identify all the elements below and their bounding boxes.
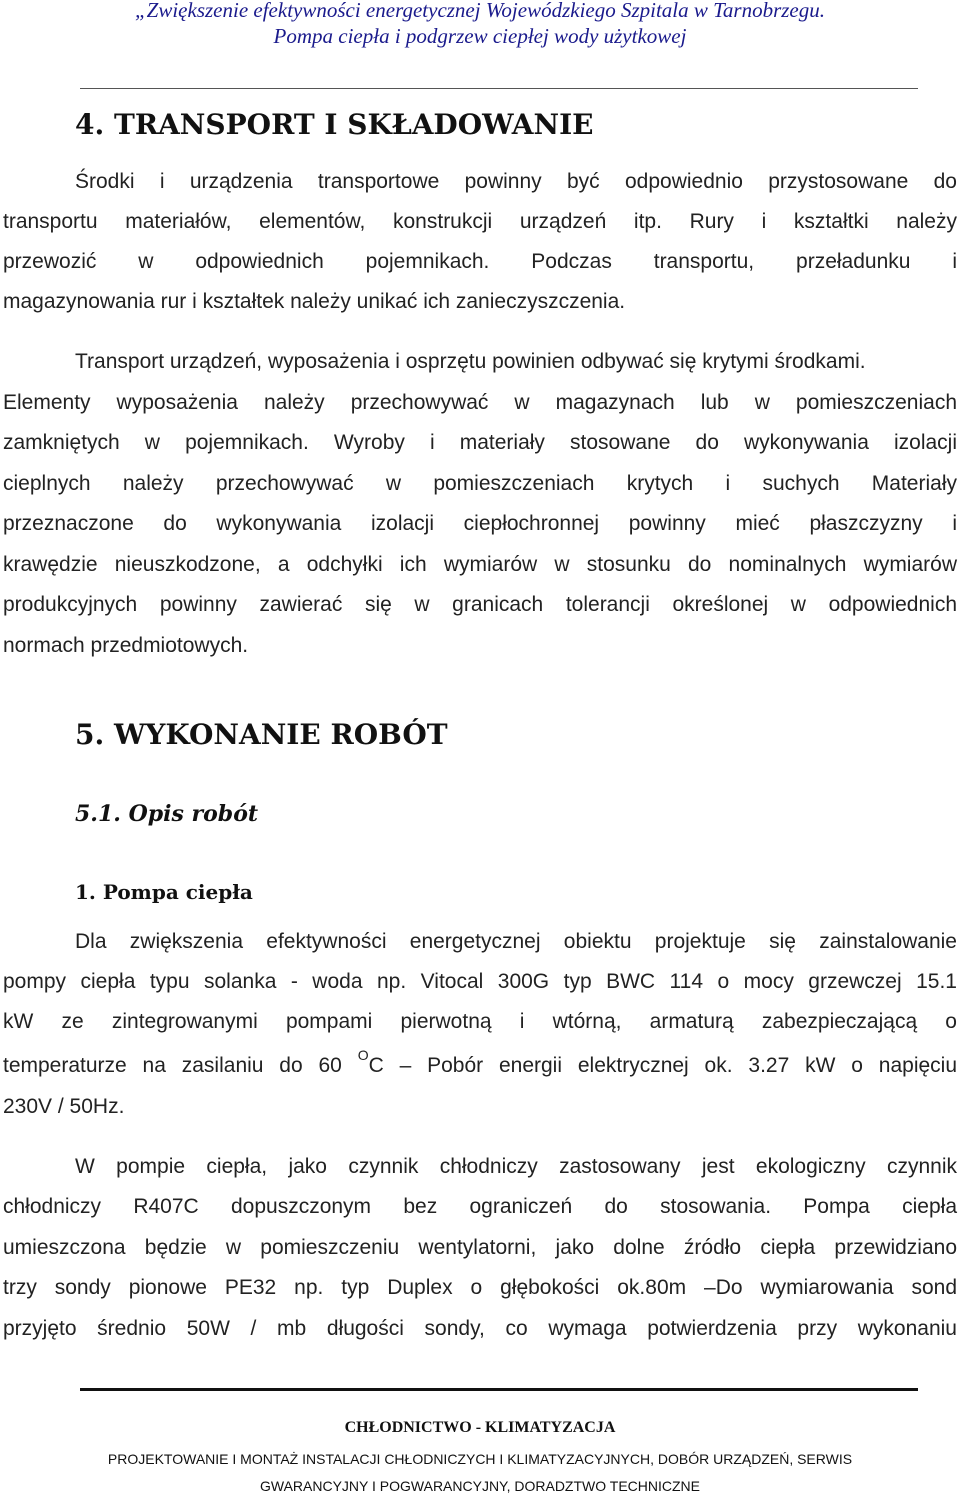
paragraph-line: Dla zwiększenia efektywności energetycznej obiektu projektuje się zainstalowanie	[75, 930, 957, 953]
subsection-heading: 5.1. Opis robót	[75, 801, 259, 827]
paragraph-line: cieplnych należy przechowywać w pomieszczeniach krytych i suchych Materiały	[3, 472, 957, 495]
paragraph-line: trzy sondy pionowe PE32 np. typ Duplex o głębokości ok.80m –Do wymiarowania sond	[3, 1276, 957, 1299]
paragraph-line: umieszczona będzie w pomieszczeniu wentylatorni, jako dolne źródło ciepła przewidziano	[3, 1236, 957, 1259]
paragraph-line: przewozić w odpowiednich pojemnikach. Podczas transportu, przeładunku i	[3, 250, 957, 273]
footer-services-line-1: PROJEKTOWANIE I MONTAŻ INSTALACJI CHŁODNICZYCH I KLIMATYZACYJNYCH, DOBÓR URZĄDZEŃ, SERWIS	[107, 1451, 853, 1467]
paragraph-line: krawędzie nieuszkodzone, a odchyłki ich wymiarów w stosunku do nominalnych wymiarów	[3, 553, 957, 576]
paragraph-line: kW ze zintegrowanymi pompami pierwotną i wtórną, armaturą zabezpieczającą o	[3, 1010, 957, 1033]
paragraph-line: przyjęto średnio 50W / mb długości sondy, co wymaga potwierdzenia przy wykonaniu	[3, 1317, 957, 1340]
paragraph-line: transportu materiałów, elementów, konstrukcji urządzeń itp. Rury i kształtki należy	[3, 210, 957, 233]
footer-company: CHŁODNICTWO - KLIMATYZACJA	[344, 1419, 616, 1436]
paragraph-line: normach przedmiotowych.	[3, 634, 249, 657]
header-title-line-2: Pompa ciepła i podgrzew ciepłej wody użytkowej	[273, 24, 687, 48]
paragraph-line: 230V / 50Hz.	[3, 1095, 125, 1118]
paragraph-line: chłodniczy R407C dopuszczonym bez ograniczeń do stosowania. Pompa ciepła	[3, 1195, 957, 1218]
section-5-heading: 5. WYKONANIE ROBÓT	[75, 718, 448, 751]
paragraph-line: W pompie ciepła, jako czynnik chłodniczy zastosowany jest ekologiczny czynnik	[75, 1155, 957, 1178]
text-fragment: temperaturze na zasilaniu do 60	[3, 1054, 342, 1077]
paragraph-line: produkcyjnych powinny zawierać się w granicach tolerancji określonej w odpowiednich	[3, 593, 957, 616]
footer-services-line-2: GWARANCYJNY I POGWARANCYJNY, DORADZTWO TECHNICZNE	[260, 1478, 700, 1494]
paragraph-line: pompy ciepła typu solanka - woda np. Vitocal 300G typ BWC 114 o mocy grzewczej 15.1	[3, 970, 957, 993]
footer-divider	[80, 1388, 918, 1391]
item-heading: 1. Pompa ciepła	[75, 880, 253, 904]
paragraph-line: zamkniętych w pojemnikach. Wyroby i materiały stosowane do wykonywania izolacji	[3, 431, 957, 454]
section-4-heading: 4. TRANSPORT I SKŁADOWANIE	[75, 108, 594, 141]
degree-superscript: O	[357, 1047, 369, 1063]
text-fragment: C – Pobór energii elektrycznej ok. 3.27 kW o napięciu	[368, 1054, 958, 1077]
paragraph-line	[3, 1047, 958, 1078]
paragraph-line: magazynowania rur i kształtek należy unikać ich zanieczyszczenia.	[3, 290, 626, 313]
paragraph-line: przeznaczone do wykonywania izolacji ciepłochronnej powinny mieć płaszczyzny i	[3, 512, 957, 535]
header-divider	[80, 88, 918, 89]
paragraph-line: Transport urządzeń, wyposażenia i osprzętu powinien odbywać się krytymi środkami.	[75, 350, 866, 373]
header-title-line-1: „Zwiększenie efektywności energetycznej Wojewódzkiego Szpitala w Tarnobrzegu.	[134, 0, 825, 22]
paragraph-line: Elementy wyposażenia należy przechowywać w magazynach lub w pomieszczeniach	[3, 391, 957, 414]
paragraph-line: Środki i urządzenia transportowe powinny być odpowiednio przystosowane do	[75, 170, 957, 193]
